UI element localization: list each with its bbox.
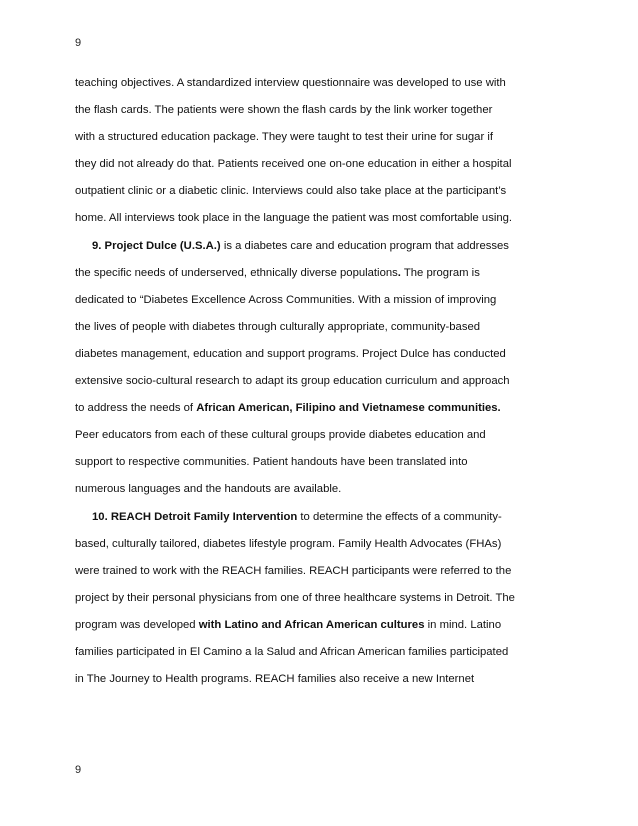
text-line: project by their personal physicians from one of three healthcare systems in Detroit. The xyxy=(75,591,515,604)
text-line: to address the needs of African American, Filipino and Vietnamese communities. xyxy=(75,402,501,415)
text-line: support to respective communities. Patient handouts have been translated into xyxy=(75,456,468,469)
bold-heading: 9. Project Dulce (U.S.A.) xyxy=(92,239,221,252)
text-line: teaching objectives. A standardized interview questionnaire was developed to use with xyxy=(75,77,506,89)
text-line: with a structured education package. They were taught to test their urine for sugar if xyxy=(75,131,494,144)
document-body xyxy=(75,70,575,693)
text-line: dedicated to “Diabetes Excellence Across Communities. With a mission of improving xyxy=(75,293,497,306)
text-line: the flash cards. The patients were shown the flash cards by the link worker together xyxy=(75,104,493,117)
text-line: families participated in El Camino a la Salud and African American families participated xyxy=(75,645,509,658)
list-item-heading-9: 9. Project Dulce (U.S.A.) is a diabetes care and education program that addresses xyxy=(92,239,509,252)
text-line: home. All interviews took place in the language the patient was most comfortable using. xyxy=(75,212,513,225)
text-line: they did not already do that. Patients received one on-one education in either a hospital xyxy=(75,158,512,171)
text-line: numerous languages and the handouts are available. xyxy=(75,483,342,496)
text-line: the specific needs of underserved, ethnically diverse populations. The program is xyxy=(75,266,480,279)
bold-heading: 10. REACH Detroit Family Intervention xyxy=(92,510,298,523)
text-line: diabetes management, education and support programs. Project Dulce has conducted xyxy=(75,347,506,360)
list-item-heading-10: 10. REACH Detroit Family Intervention to determine the effects of a community- xyxy=(92,510,502,523)
bold-emphasis: African American, Filipino and Vietnamese communities. xyxy=(196,402,501,415)
text-line: outpatient clinic or a diabetic clinic. Interviews could also take place at the participant’s xyxy=(75,185,507,198)
text-line: Peer educators from each of these cultural groups provide diabetes education and xyxy=(75,429,486,442)
footer-page-number: 9 xyxy=(75,764,82,776)
text-line: based, culturally tailored, diabetes lifestyle program. Family Health Advocates (FHAs) xyxy=(75,537,502,550)
text-line: were trained to work with the REACH families. REACH participants were referred to the xyxy=(75,564,512,577)
text-line: extensive socio-cultural research to adapt its group education curriculum and approach xyxy=(75,375,510,388)
text-line: in The Journey to Health programs. REACH families also receive a new Internet xyxy=(75,673,475,686)
text-line: the lives of people with diabetes through culturally appropriate, community-based xyxy=(75,320,481,333)
bold-emphasis: with Latino and African American cultures xyxy=(198,618,425,631)
text-line: program was developed with Latino and African American cultures in mind. Latino xyxy=(75,618,502,631)
header-page-number: 9 xyxy=(75,37,82,49)
